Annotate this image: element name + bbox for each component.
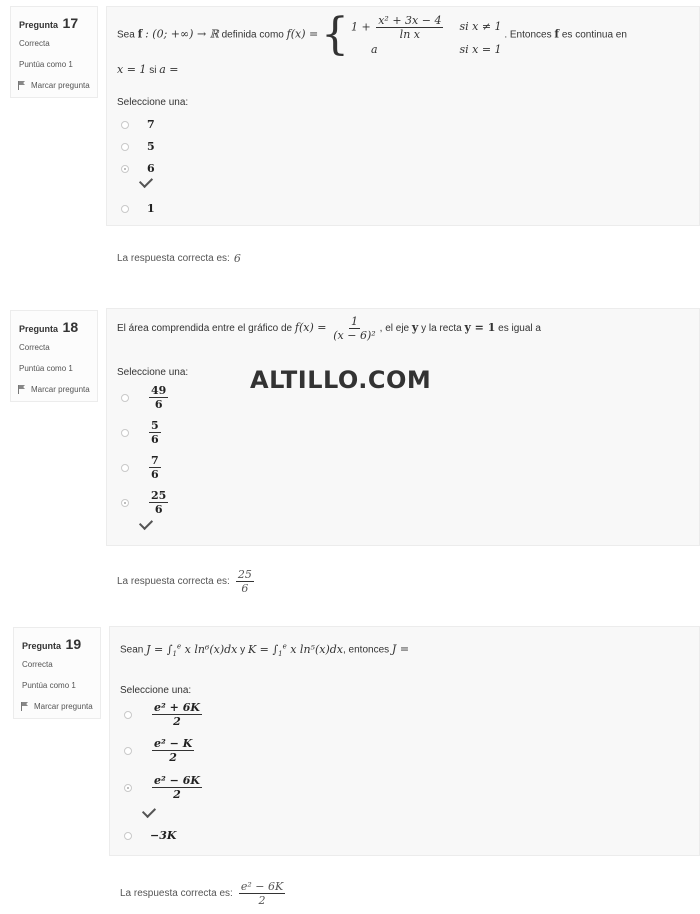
question-content-19 (109, 626, 700, 856)
flag-icon (17, 81, 26, 90)
question-info-19 (13, 627, 101, 719)
flag-question-button[interactable]: Marcar pregunta (17, 81, 97, 90)
question-status: Correcta (19, 39, 50, 48)
answer-option[interactable]: −3K (124, 829, 176, 842)
select-prompt: Seleccione una: (117, 367, 189, 378)
flag-question-button[interactable]: Marcar pregunta (17, 385, 97, 394)
radio-button[interactable] (124, 747, 132, 755)
question-info-18 (10, 310, 98, 402)
correct-answer-feedback: La respuesta correcta es: $\frac{\text{e² − 6K}}{2}$ (120, 880, 284, 907)
answer-option[interactable]: 7 (121, 118, 155, 131)
answer-option[interactable]: $\frac{5}{6}$ (121, 419, 163, 446)
question-status: Correcta (22, 660, 53, 669)
question-number: Pregunta 19 (22, 636, 82, 652)
question-text: El área comprendida entre el gráfico de f(x) = $\frac{1}{\text{(x − 6)²}}$ , el eje y y la recta y = 1 es igual a (117, 315, 541, 342)
correct-answer-feedback: La respuesta correcta es: 6 (117, 252, 241, 265)
check-icon (139, 174, 153, 188)
flag-icon (17, 385, 26, 394)
question-score: Puntúa como 1 (19, 60, 73, 69)
answer-option-selected[interactable]: 6 (121, 162, 155, 175)
question-info-17 (10, 6, 98, 98)
radio-button[interactable] (124, 711, 132, 719)
answer-option-selected[interactable]: $\frac{25}{6}$ (121, 489, 170, 516)
radio-button[interactable] (121, 205, 129, 213)
answer-option[interactable]: 5 (121, 140, 155, 153)
question-number: Pregunta 17 (19, 15, 79, 31)
radio-button[interactable] (121, 394, 129, 402)
flag-question-button[interactable]: Marcar pregunta (20, 702, 100, 711)
watermark: ALTILLO.COM (250, 366, 432, 394)
question-text: Sean $J = \int_1^e$ x ln⁶(x)dx y $K = \int_1^e$ x ln⁵(x)dx, entonces J = (120, 642, 410, 658)
radio-button[interactable] (124, 832, 132, 840)
question-status: Correcta (19, 343, 50, 352)
radio-button[interactable] (121, 143, 129, 151)
radio-button[interactable] (121, 121, 129, 129)
question-content-18 (106, 308, 700, 546)
radio-button-selected[interactable] (124, 784, 132, 792)
question-score: Puntúa como 1 (19, 364, 73, 373)
answer-option[interactable]: $\frac{7}{6}$ (121, 454, 163, 481)
answer-option[interactable]: $\frac{49}{6}$ (121, 384, 170, 411)
check-icon (139, 516, 153, 530)
select-prompt: Seleccione una: (117, 97, 189, 108)
answer-option[interactable]: 1 (121, 202, 155, 215)
answer-option[interactable]: $\frac{\text{e² + 6K}}{2}$ (124, 701, 204, 728)
radio-button-selected[interactable] (121, 165, 129, 173)
answer-option-selected[interactable]: $\frac{\text{e² − 6K}}{2}$ (124, 774, 204, 801)
select-prompt: Seleccione una: (120, 685, 192, 696)
radio-button-selected[interactable] (121, 499, 129, 507)
radio-button[interactable] (121, 464, 129, 472)
question-score: Puntúa como 1 (22, 681, 76, 690)
question-text: Sea f : (0; +∞) → ℝ definida como f(x) = { 1 + $\frac{\text{x² + 3x − 4}}{\text{ln x}}$ si x ≠ 1 a si x = 1 . Entonces f es continua en (117, 9, 627, 60)
flag-icon (20, 702, 29, 711)
correct-answer-feedback: La respuesta correcta es: $\frac{25}{6}$ (117, 568, 252, 595)
question-number: Pregunta 18 (19, 319, 79, 335)
question-content-17: Sea f : (0; +∞) → ℝ definida como f(x) = { 1 + $\frac{\text{x² + 3x − 4}}{\text{ln x}}$ si x ≠ 1 a si x = 1 . Entonces f es continua en x = 1 si a = Seleccione una: 7 5 6 1 (106, 6, 700, 226)
radio-button[interactable] (121, 429, 129, 437)
answer-option[interactable]: $\frac{\text{e² − K}}{2}$ (124, 737, 196, 764)
check-icon (142, 804, 156, 818)
